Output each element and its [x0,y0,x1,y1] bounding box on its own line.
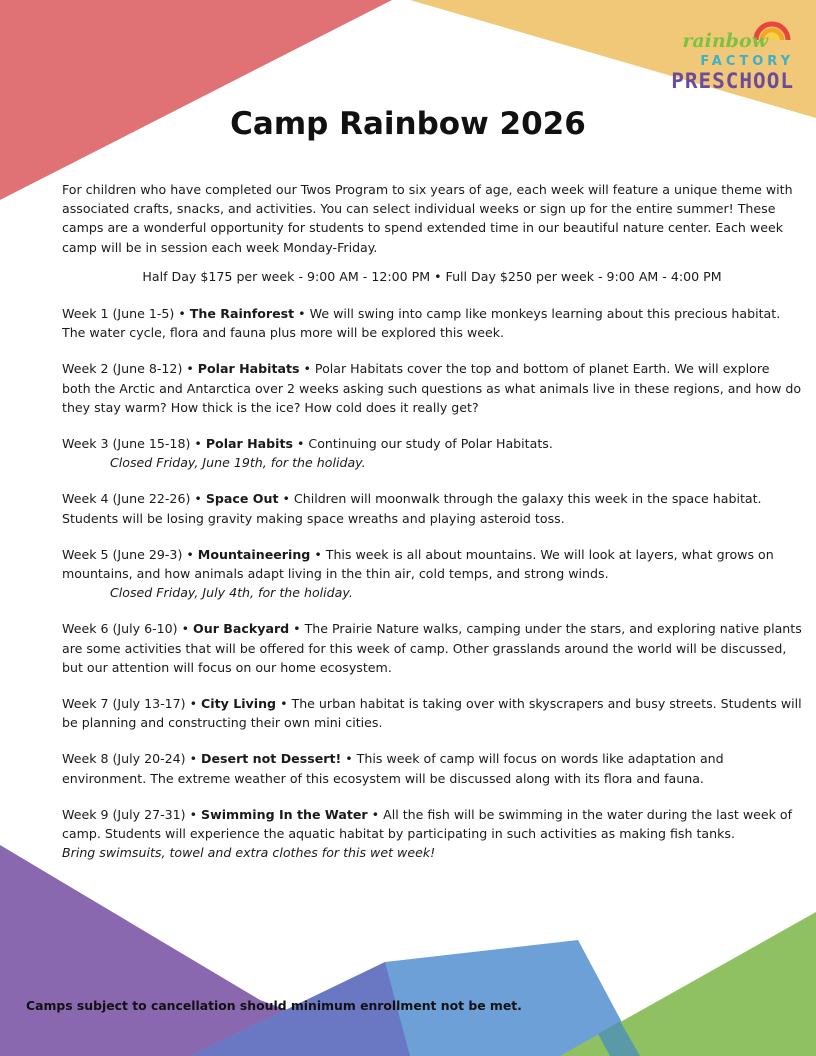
week-item [62,749,802,787]
week-item [62,434,802,472]
week-description: • This week of camp will focus on words like adaptation and environment. The extreme weather of this ecosystem will be discussed along with its flora and fauna. [62,751,724,786]
week-theme: Mountaineering [197,546,311,562]
week-label: Week 6 (July 6-10) • [62,621,194,637]
week-theme: Our Backyard [193,621,290,637]
week-label: Week 3 (June 15-18) • [62,436,206,452]
week-theme: Swimming In the Water [201,806,368,822]
weeks-list [62,304,802,862]
week-description: • All the fish will be swimming in the water during the last week of camp. Students will experience the aquatic habitat by participating in such activities as making fish tanks. [62,806,793,842]
week-theme: The Rainforest [189,306,295,322]
week-item [62,545,802,603]
week-item [62,694,802,732]
logo-line-rainbow: rainbow [682,30,768,52]
week-description: • The urban habitat is taking over with skyscrapers and busy streets. Students will be planning and constructing their own mini cities. [62,696,802,731]
week-closed-note: Closed Friday, June 19th, for the holiday. [110,455,366,471]
week-theme: City Living [201,696,277,712]
content [62,180,802,879]
week-closed-note: Closed Friday, July 4th, for the holiday. [110,585,353,601]
footer-note: Camps subject to cancellation should minimum enrollment not be met. [26,998,522,1013]
week-item [62,619,802,677]
week-item [62,304,802,342]
week-label: Week 1 (June 1-5) • [62,306,190,322]
week-description: • The Prairie Nature walks, camping under the stars, and exploring native plants are some activities that will be offered for this week of camp. Other grasslands around the world will be discussed, but our attention will focus on our home ecosystem. [62,621,802,675]
week-item [62,359,802,417]
week-label: Week 2 (June 8-12) • [62,361,198,377]
week-theme: Desert not Dessert! [201,751,342,767]
logo-line-preschool: PRESCHOOL [671,69,794,93]
week-label: Week 8 (July 20-24) • [62,751,202,767]
week-label: Week 9 (July 27-31) • [62,806,202,822]
prices-line: Half Day $175 per week - 9:00 AM - 12:00 PM • Full Day $250 per week - 9:00 AM - 4:00 PM [142,268,722,284]
week-description: • This week is all about mountains. We will look at layers, what grows on mountains, and how animals adapt living in the thin air, cold temps, and strong winds. [62,546,774,582]
week-theme: Polar Habitats [197,361,300,377]
preschool-logo [671,14,798,98]
page-title: Camp Rainbow 2026 [230,106,586,142]
week-item [62,805,802,863]
week-packing-note: Bring swimsuits, towel and extra clothes for this wet week! [62,845,436,861]
week-label: Week 5 (June 29-3) • [62,546,198,562]
week-description: • Continuing our study of Polar Habitats. [293,436,553,452]
logo-line-factory: FACTORY [700,54,794,69]
week-description: • We will swing into camp like monkeys learning about this precious habitat. The water cycle, flora and fauna plus more will be explored this week. [62,306,781,341]
week-description: • Polar Habitats cover the top and bottom of planet Earth. We will explore both the Arctic and Antarctica over 2 weeks asking such questions as what animals live in these regions, and how do they stay warm? How thick is the ice? How cold does it really get? [62,361,802,415]
week-description: • Children will moonwalk through the galaxy this week in the space habitat. Students will be losing gravity making space wreaths and playing asteroid toss. [62,491,762,526]
week-theme: Polar Habits [205,436,293,452]
week-theme: Space Out [205,491,279,507]
intro-paragraph: For children who have completed our Twos Program to six years of age, each week will feature a unique theme with associated crafts, snacks, and activities. You can select individual weeks or sign up for the entire summer! These camps are a wonderful opportunity for students to spend extended time in our beautiful nature center. Each week camp will be in session each week Monday-Friday. [62,182,793,255]
week-item [62,489,802,527]
coral-shape [0,0,392,200]
week-label: Week 4 (June 22-26) • [62,491,206,507]
week-label: Week 7 (July 13-17) • [62,696,202,712]
